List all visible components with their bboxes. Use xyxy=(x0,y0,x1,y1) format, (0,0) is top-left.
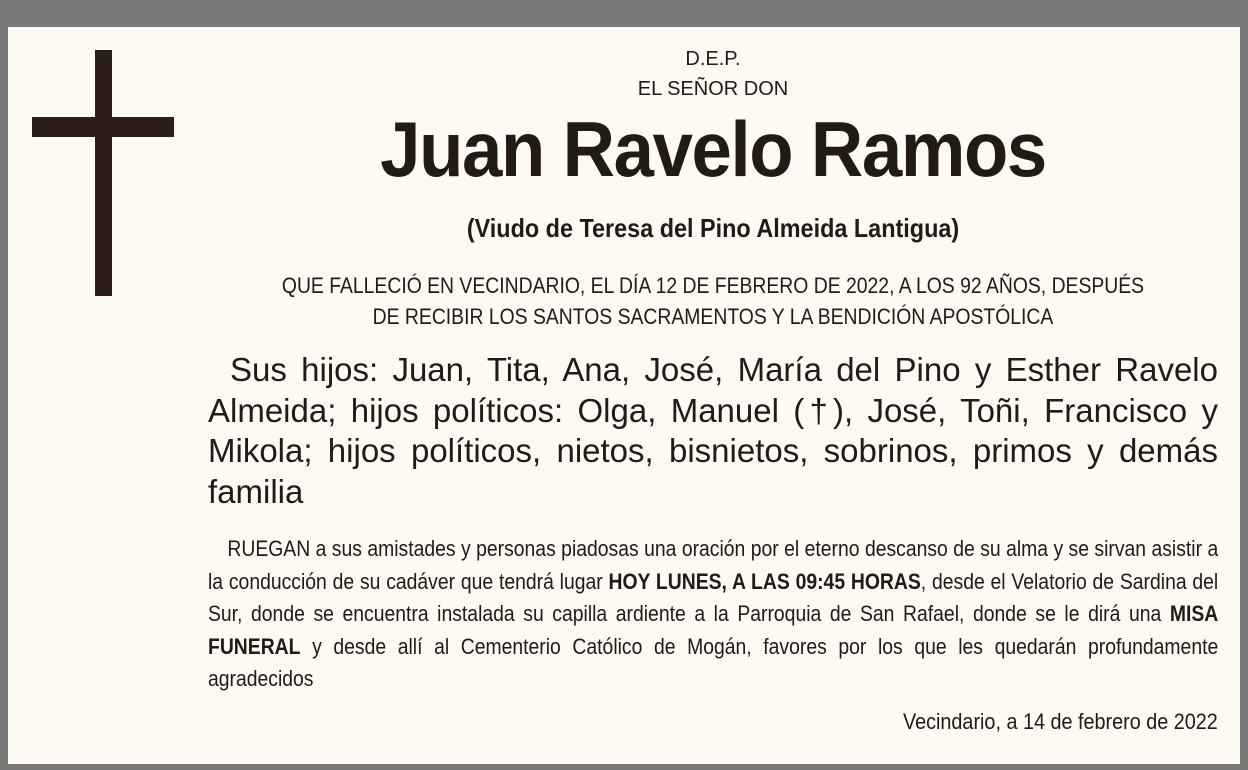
death-notice-line-2: DE RECIBIR LOS SANTOS SACRAMENTOS Y LA BENDICIÓN APOSTÓLICA xyxy=(372,304,1054,329)
family-list: Sus hijos: Juan, Tita, Ana, José, María del Pino y Esther Ravelo Almeida; hijos políticos: Olga, Manuel (†), José, Toñi, Francisco y Mikola; hijos políticos, nietos, bisnietos, sobrinos, primos y demás familia xyxy=(208,351,1218,510)
funeral-request xyxy=(208,533,1218,696)
request-mass: MISA FUNERAL xyxy=(208,601,1219,659)
deceased-name: Juan Ravelo Ramos xyxy=(380,105,1046,193)
widow-note: (Viudo de Teresa del Pino Almeida Lantigua) xyxy=(466,213,960,243)
death-notice-line-1: QUE FALLECIÓ EN VECINDARIO, EL DÍA 12 DE FEBRERO DE 2022, A LOS 92 AÑOS, DESPUÉS xyxy=(281,273,1145,298)
request-text-1: RUEGAN a sus amistades y personas piadosas una oración por el eterno descanso de su alma y se sirvan asistir a la conducción de su cadáver que tendrá lugar xyxy=(208,536,1219,594)
request-text-2: , desde el Velatorio de Sardina del Sur, donde se encuentra instalada su capilla ardiente a la Parroquia de San Rafael, donde se le dirá una xyxy=(208,568,1219,626)
cross-horizontal-bar xyxy=(32,117,174,137)
honorific-title: EL SEÑOR DON xyxy=(637,78,789,100)
date-line: Vecindario, a 14 de febrero de 2022 xyxy=(903,709,1218,734)
cross-vertical-bar xyxy=(95,50,112,296)
death-notice xyxy=(208,270,1218,332)
request-time: HOY LUNES, A LAS 09:45 HORAS xyxy=(608,568,921,594)
request-text-3: y desde allí al Cementerio Católico de Mogán, favores por los que les quedarán profundamente agradecidos xyxy=(208,633,1219,691)
dep-heading: D.E.P. xyxy=(685,48,741,70)
